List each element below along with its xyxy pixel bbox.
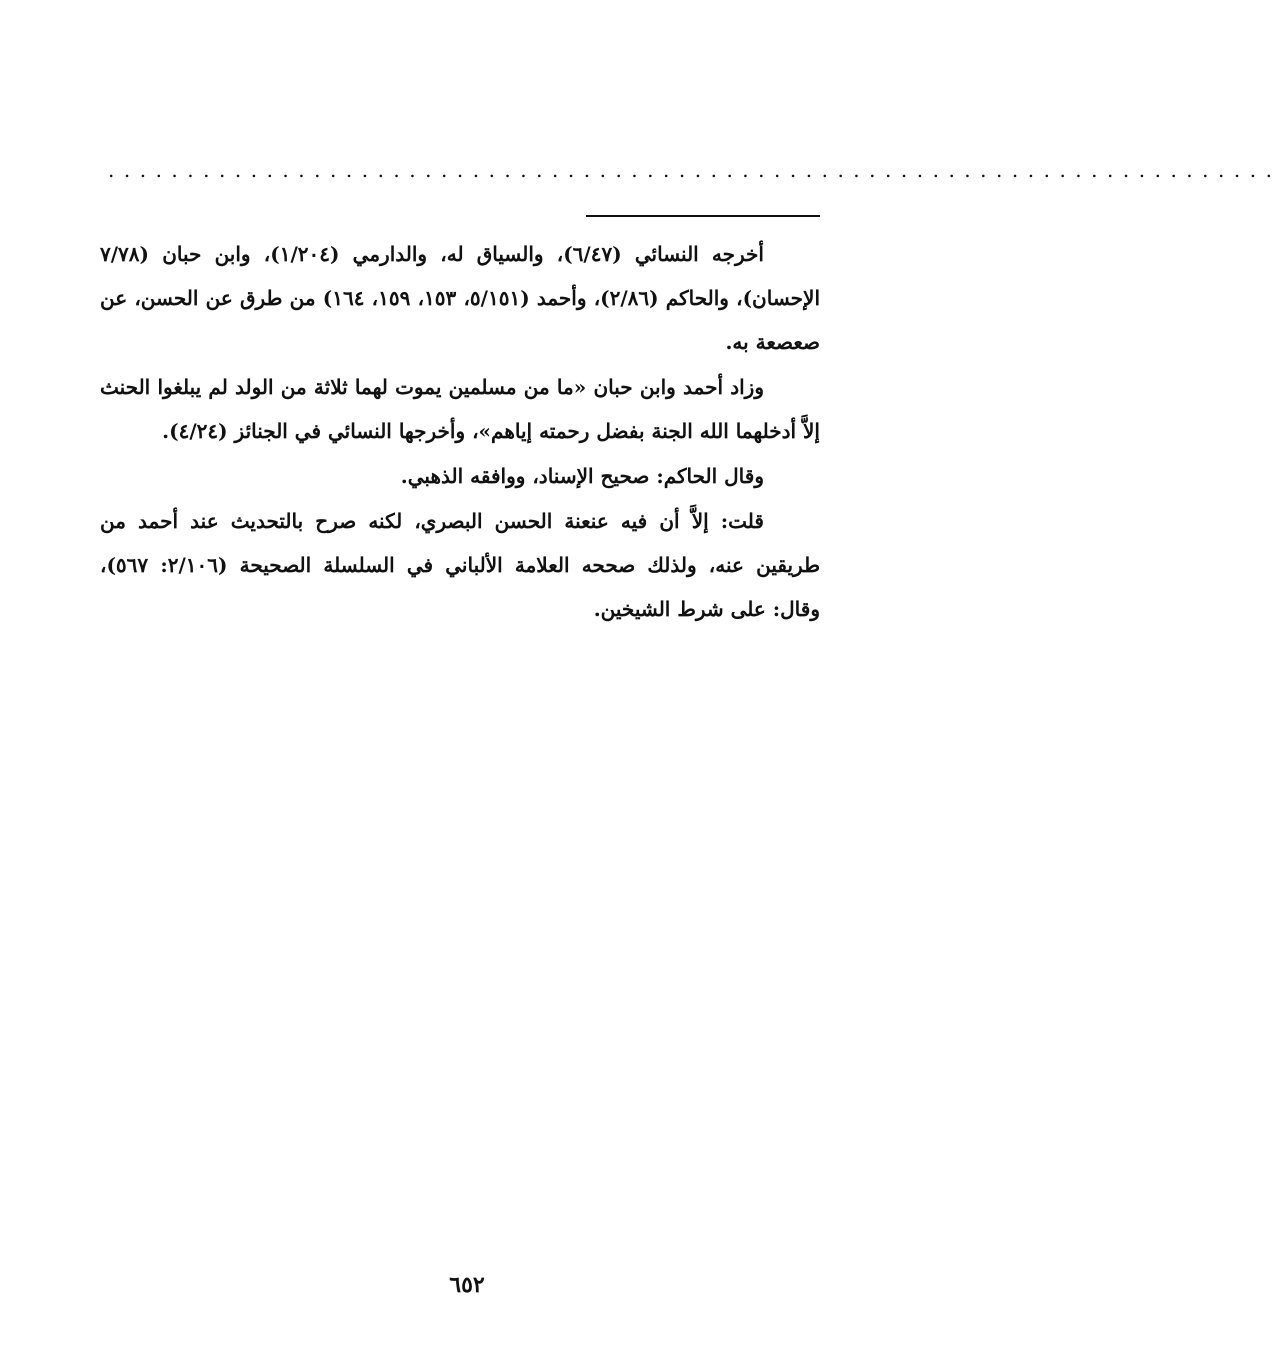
footnote-separator-line <box>586 215 820 217</box>
page-number: ٦٥٢ <box>449 1272 485 1298</box>
footnote-paragraph-hakim: وقال الحاكم: صحيح الإسناد، ووافقه الذهبي. <box>400 464 764 488</box>
footnote-paragraph-comment: قلت: إلاَّ أن فيه عنعنة الحسن البصري، لكنه صرح بالتحديث عند أحمد من طريقين عنه، ولذلك صححه العلامة الألباني في السلسلة الصحيحة (٢/١٠٦: ٥٦٧)، وقال: على شرط الشيخين. <box>100 509 820 621</box>
footnote-paragraph-takhrij: أخرجه النسائي (٦/٤٧)، والسياق له، والدارمي (١/٢٠٤)، وابن حبان (٧/٧٨ الإحسان)، والحاكم (٢/٨٦)، وأحمد (٥/١٥١، ١٥٣، ١٥٩، ١٦٤) من طرق عن الحسن، عن صعصعة به. <box>100 242 821 354</box>
footnote-paragraph-addition: وزاد أحمد وابن حبان «ما من مسلمين يموت لهما ثلاثة من الولد لم يبلغوا الحنث إلاَّ أدخلهما الله الجنة بفضل رحمته إياهم»، وأخرجها النسائي في الجنائز (٤/٢٤). <box>100 375 820 443</box>
dotted-separator: .......................................................................... <box>108 158 1281 182</box>
footnotes-block <box>100 232 820 632</box>
